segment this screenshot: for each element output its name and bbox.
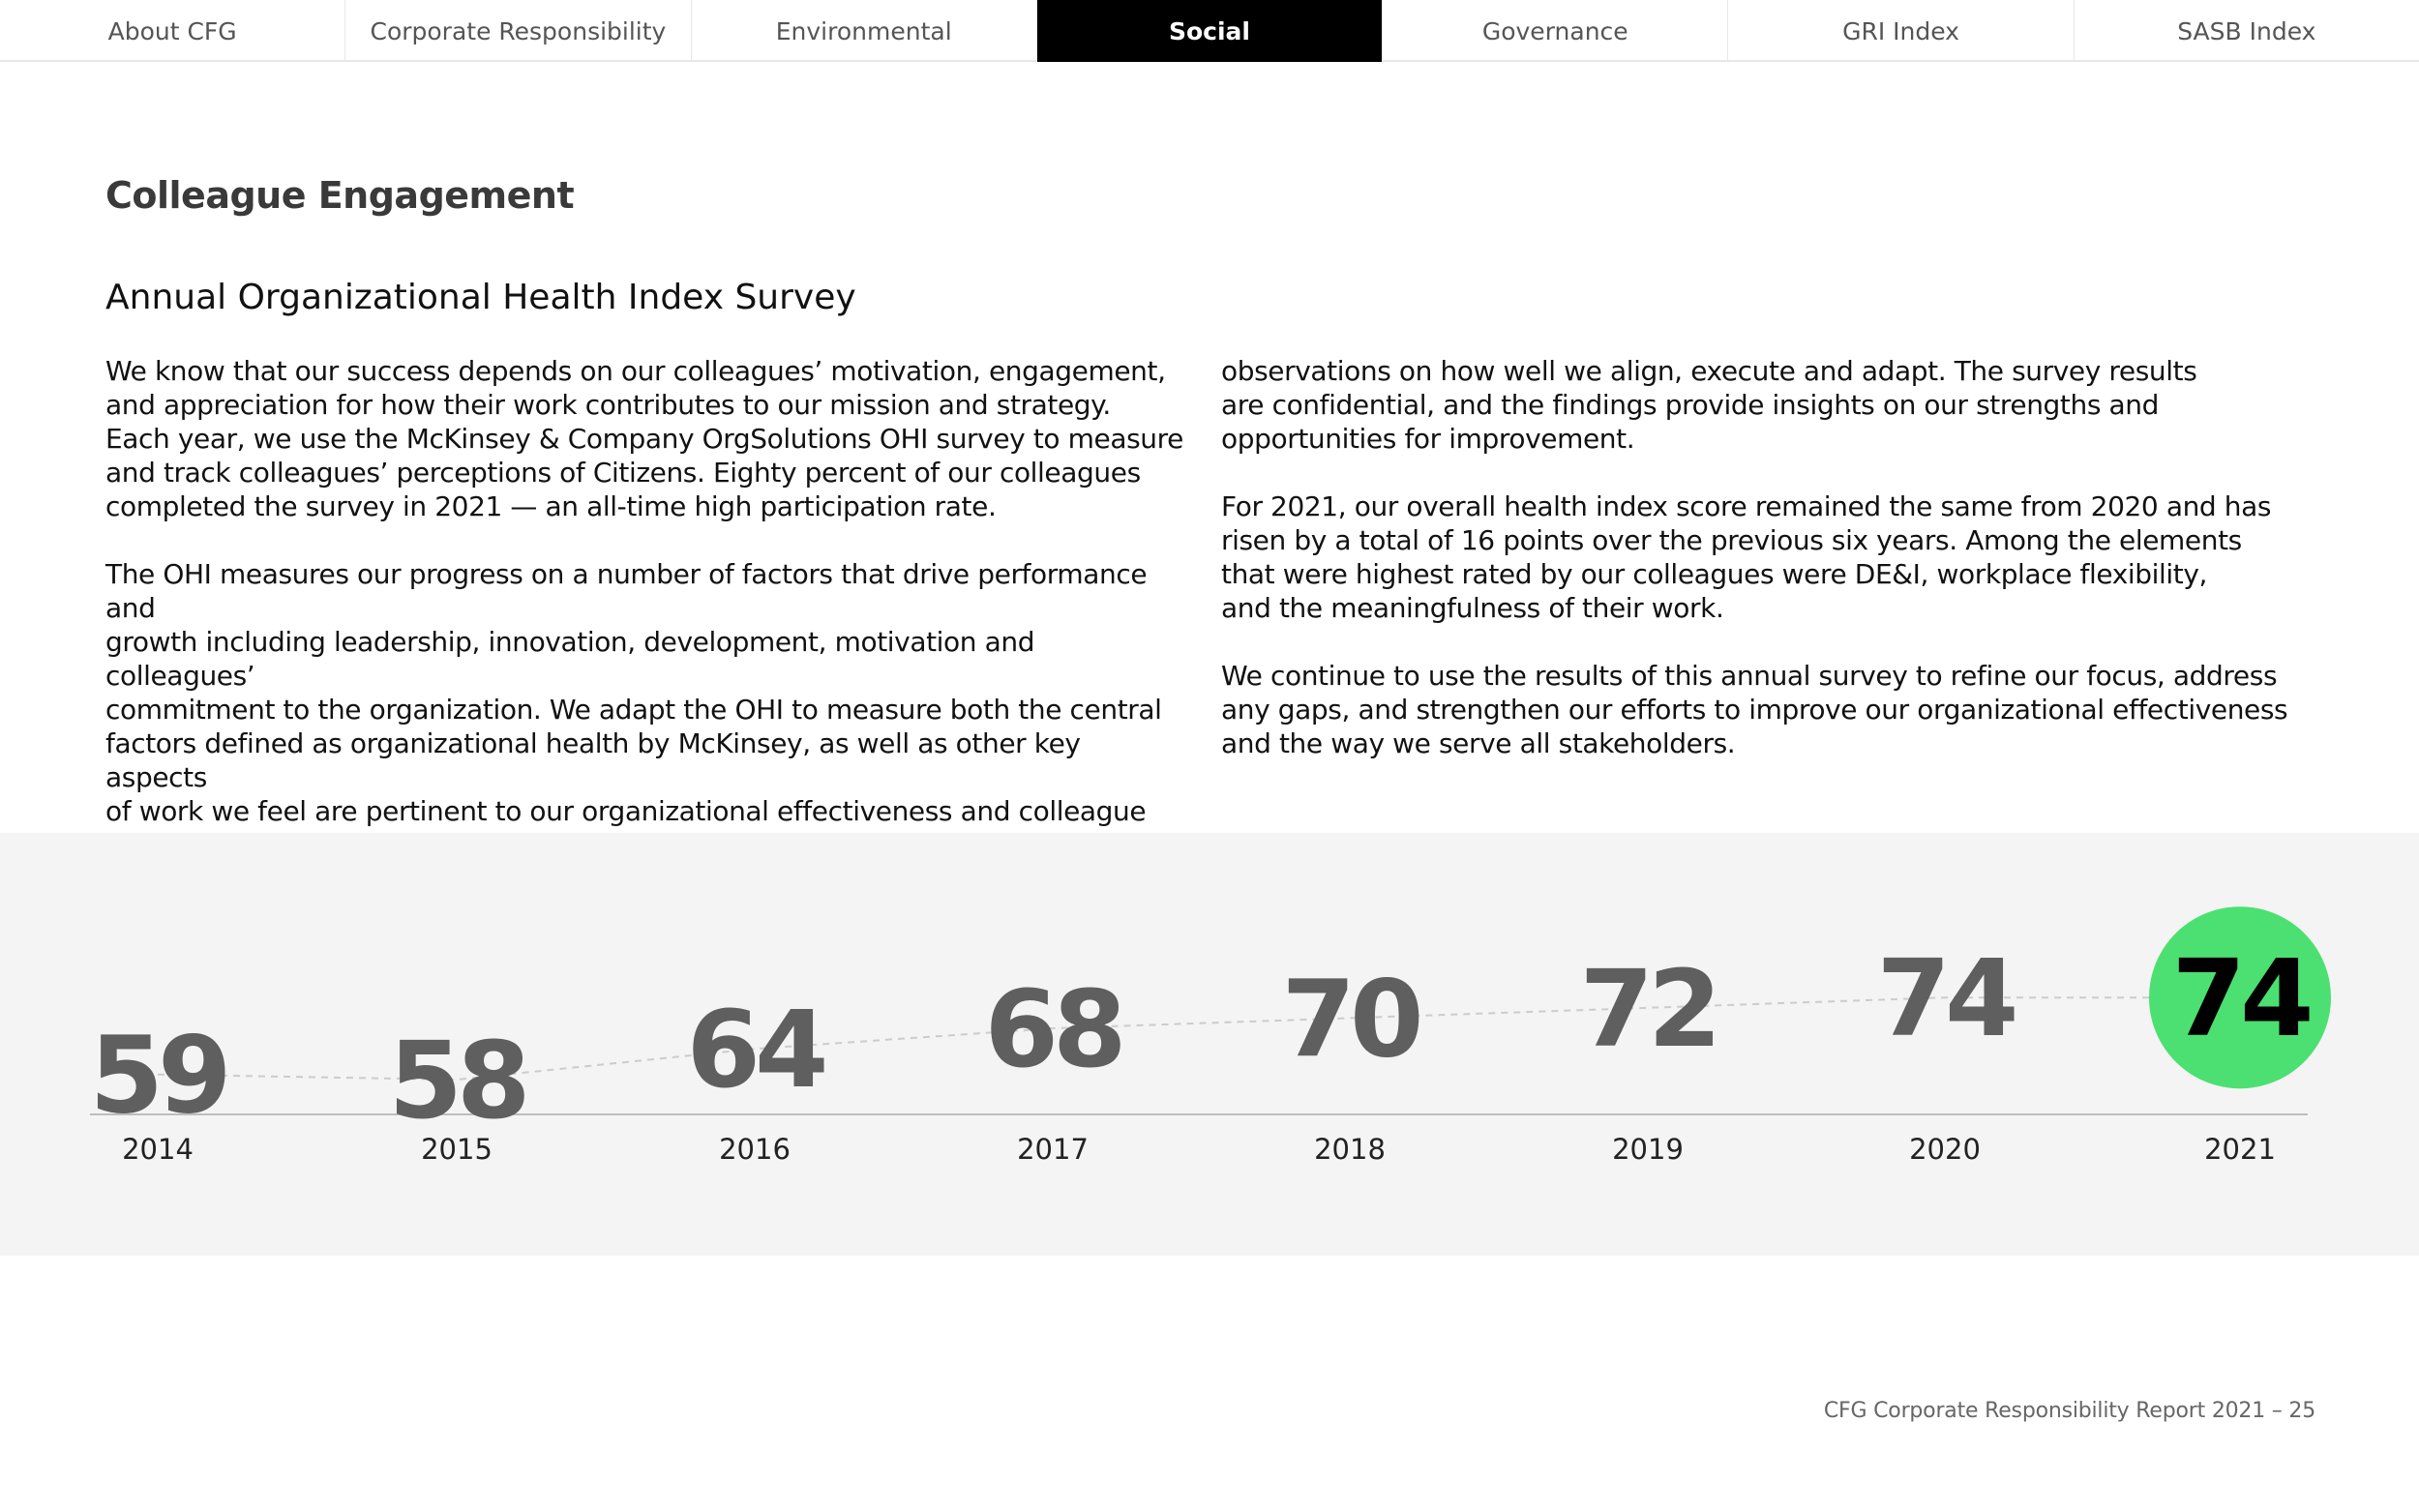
page-subtitle: Annual Organizational Health Index Survey (105, 278, 856, 317)
year-label-2015: 2015 (421, 1133, 493, 1166)
year-label-2016: 2016 (719, 1133, 791, 1166)
score-value-2021: 74 (2171, 936, 2309, 1061)
body-column-right (1221, 354, 2305, 794)
nav-tab-gri-index[interactable]: GRI Index (1728, 0, 2074, 62)
year-label-2021: 2021 (2204, 1133, 2276, 1166)
score-value-2019: 72 (1579, 946, 1717, 1071)
body-column-left (105, 354, 1189, 896)
year-label-2018: 2018 (1314, 1133, 1386, 1166)
body-paragraph: observations on how well we align, execute and adapt. The survey results are confidential, and the findings provide insights on our strengths and opportunities for improvement. (1221, 355, 2197, 455)
nav-tab-corporate-responsibility[interactable]: Corporate Responsibility (345, 0, 691, 62)
score-value-2017: 68 (984, 967, 1121, 1091)
body-paragraph: We know that our success depends on our colleagues’ motivation, engagement, and appreciation for how their work contributes to our mission and strategy. Each year, we use the McKinsey & Company OrgSolutions OHI survey to measure and track colleagues’ perceptions of Citizens. Eighty percent of our colleagues completed the survey in 2021 — an all-time high participation rate. (105, 355, 1183, 522)
score-value-2020: 74 (1876, 936, 2014, 1061)
body-paragraph: For 2021, our overall health index score remained the same from 2020 and has risen by a total of 16 points over the previous six years. Among the elements that were highest rated by our colleagues were DE&I, workplace flexibility, and the meaningfulness of their work. (1221, 490, 2272, 624)
nav-tab-sasb-index[interactable]: SASB Index (2177, 16, 2316, 45)
ohi-score-timeline-chart (0, 833, 2419, 1256)
year-label-2019: 2019 (1612, 1133, 1684, 1166)
nav-tab-about-cfg[interactable]: About CFG (0, 0, 345, 62)
score-value-2016: 64 (686, 988, 823, 1112)
year-label-2014: 2014 (122, 1133, 194, 1166)
nav-tab-governance[interactable]: Governance (1383, 0, 1728, 62)
score-value-2015: 58 (388, 1019, 525, 1142)
score-value-2014: 59 (89, 1013, 226, 1138)
page-footer: CFG Corporate Responsibility Report 2021 – 25 (1823, 1399, 2315, 1423)
nav-tab-environmental[interactable]: Environmental (692, 0, 1037, 62)
section-title: Colleague Engagement (105, 174, 575, 217)
nav-tab-social[interactable]: Social (1037, 0, 1383, 62)
score-value-2018: 70 (1281, 957, 1419, 1082)
year-label-2017: 2017 (1017, 1133, 1089, 1166)
year-label-2020: 2020 (1909, 1133, 1981, 1166)
top-navigation (0, 0, 2419, 62)
body-paragraph: We continue to use the results of this annual survey to refine our focus, address any gaps, and strengthen our efforts to improve our organizational effectiveness and the way we serve all stakeholders. (1221, 660, 2288, 759)
body-paragraph: The OHI measures our progress on a number of factors that drive performance and growth including leadership, innovation, development, motivation and colleagues’ commitment to the organization. We adapt the OHI to measure both the central factors defined as organizational health by McKinsey, as well as other key aspects of work we feel are pertinent to our organizational effectiveness and colleague (105, 558, 1162, 827)
